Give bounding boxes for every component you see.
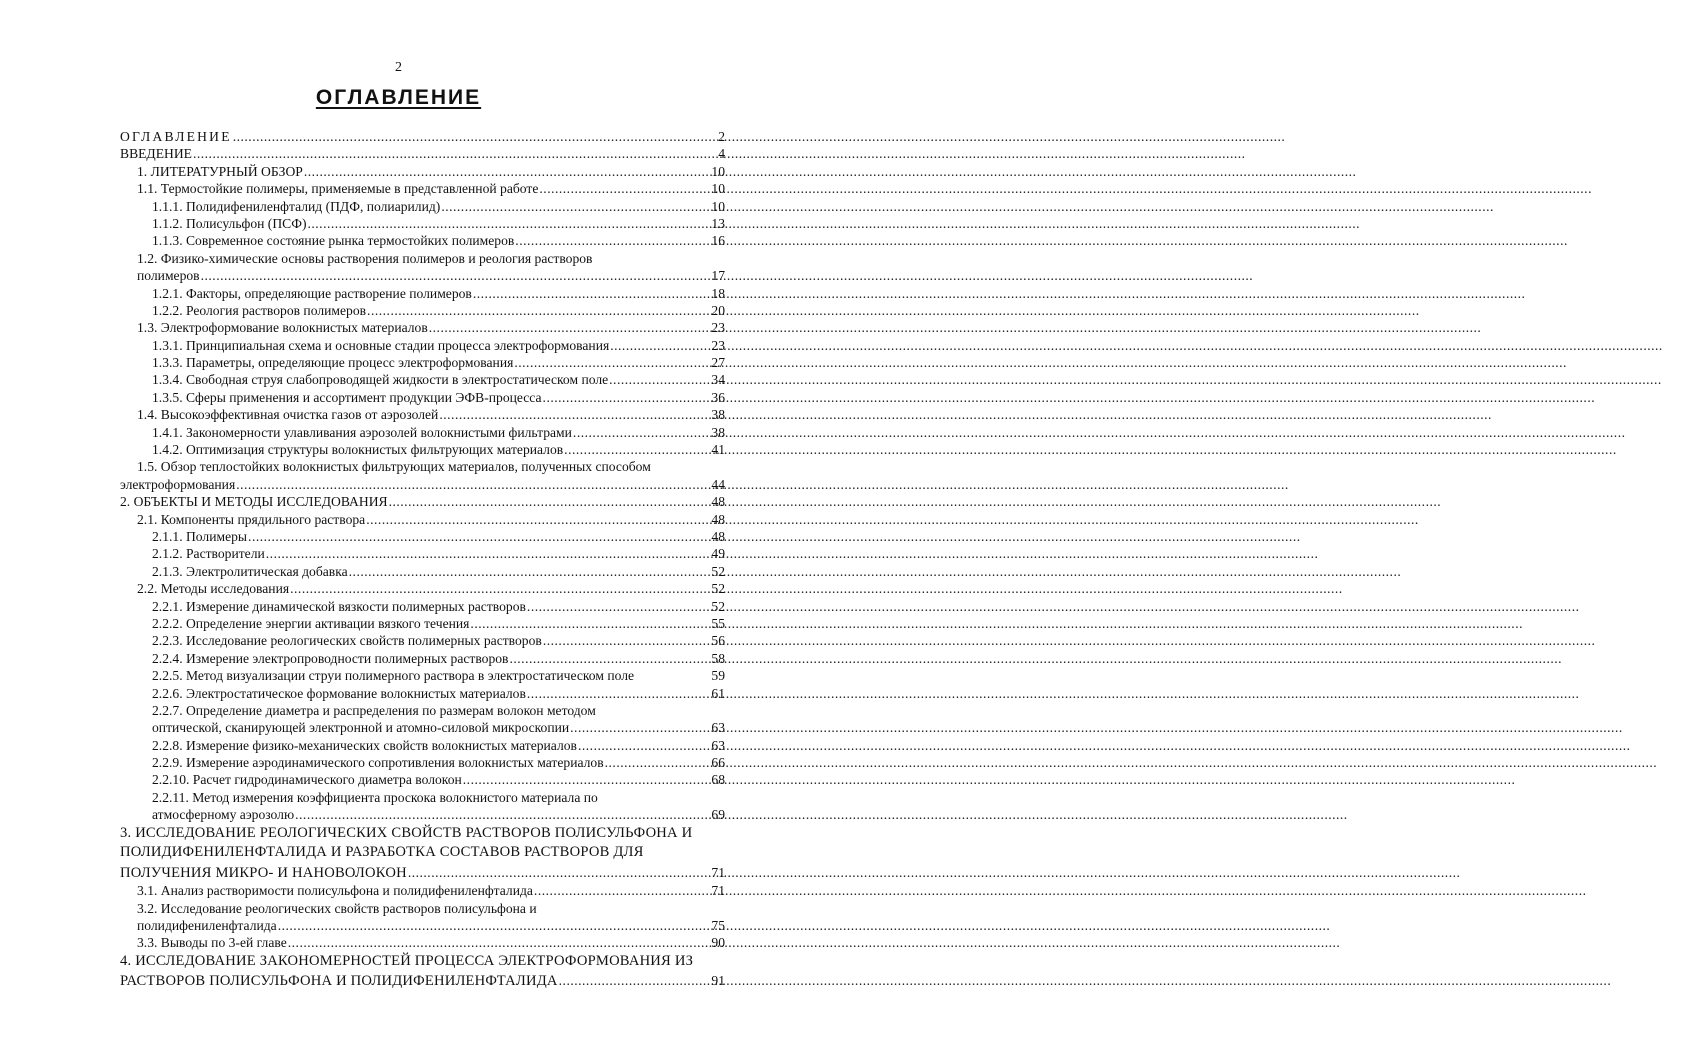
toc-entry-page: 49 bbox=[711, 546, 725, 562]
toc-entry-page: 58 bbox=[711, 650, 725, 666]
toc-entry-text: 1.3. Электроформование волокнистых материалов bbox=[137, 320, 428, 336]
toc-entry bbox=[120, 900, 725, 917]
toc-entry-text: 2.2.3. Исследование реологических свойств полимерных растворов bbox=[152, 633, 542, 649]
toc-entry-text: 2.2.6. Электростатическое формование волокнистых материалов bbox=[152, 685, 526, 701]
toc-entry-page: 13 bbox=[711, 215, 725, 231]
toc-leader-dots bbox=[564, 441, 710, 458]
toc-entry-text: 1.4.1. Закономерности улавливания аэрозолей волокнистыми фильтрами bbox=[152, 424, 572, 440]
toc-entry-page: 44 bbox=[711, 476, 725, 492]
toc-entry bbox=[120, 145, 725, 162]
toc-entry-page: 38 bbox=[711, 424, 725, 440]
toc-entry-page: 27 bbox=[711, 355, 725, 371]
toc-leader-dots bbox=[573, 424, 710, 441]
toc-entry bbox=[120, 250, 725, 267]
toc-entry bbox=[120, 789, 725, 806]
toc-entry-text: 3.1. Анализ растворимости полисульфона и полидифениленфталида bbox=[137, 883, 533, 899]
toc-entry-text: 1.1.2. Полисульфон (ПСФ) bbox=[152, 215, 307, 231]
toc-entry-text: 2.2.9. Измерение аэродинамического сопротивления волокнистых материалов bbox=[152, 755, 604, 771]
toc-entry bbox=[120, 971, 725, 991]
toc-entry bbox=[120, 319, 725, 336]
toc-leader-dots bbox=[527, 598, 710, 615]
toc-entry-text: 2.1.1. Полимеры bbox=[152, 528, 248, 544]
toc-entry-text: оптической, сканирующей электронной и атомно-силовой микроскопии bbox=[152, 720, 570, 736]
toc-entry bbox=[120, 719, 725, 736]
toc-entry bbox=[120, 563, 725, 580]
toc-leader-dots bbox=[349, 563, 711, 580]
toc-entry bbox=[120, 702, 725, 719]
toc-entry-page: 71 bbox=[711, 864, 725, 880]
toc-entry-page: 48 bbox=[711, 528, 725, 544]
toc-entry-page: 52 bbox=[711, 598, 725, 614]
toc-entry-page: 4 bbox=[718, 146, 725, 162]
toc-entry-page: 66 bbox=[711, 755, 725, 771]
toc-entry bbox=[120, 354, 725, 371]
toc-entry bbox=[120, 952, 725, 972]
toc-entry-page: 52 bbox=[711, 563, 725, 579]
toc-entry-text: 1.4.2. Оптимизация структуры волокнистых фильтрующих материалов bbox=[152, 442, 564, 458]
toc-entry bbox=[120, 371, 725, 388]
toc-leader-dots bbox=[609, 371, 710, 388]
toc-entry-text: 2.1. Компоненты прядильного раствора bbox=[137, 511, 366, 527]
toc-entry-text: 1.3.4. Свободная струя слабопроводящей жидкости в электростатическом поле bbox=[152, 372, 609, 388]
toc-leader-dots bbox=[429, 319, 711, 336]
toc-leader-dots bbox=[610, 337, 710, 354]
toc-entry-page: 10 bbox=[711, 198, 725, 214]
toc-entry-page: 41 bbox=[711, 442, 725, 458]
toc-entry-text: 3.3. Выводы по 3-ей главе bbox=[137, 935, 287, 951]
toc-leader-dots bbox=[366, 511, 710, 528]
toc-leader-dots bbox=[463, 771, 711, 788]
toc-entry-text: 1.1. Термостойкие полимеры, применяемые в представленной работе bbox=[137, 181, 539, 197]
toc-entry-text: 2.2. Методы исследования bbox=[137, 581, 290, 597]
toc-entry bbox=[120, 389, 725, 406]
toc-entry-text: 1.5. Обзор теплостойких волокнистых фильтрующих материалов, полученных способом bbox=[137, 459, 651, 475]
toc-entry-text: 2.2.4. Измерение электропроводности полимерных растворов bbox=[152, 650, 509, 666]
toc-leader-dots bbox=[304, 163, 711, 180]
toc-entry-page: 63 bbox=[711, 737, 725, 753]
toc-entry-text: 2. ОБЪЕКТЫ И МЕТОДЫ ИССЛЕДОВАНИЯ bbox=[120, 494, 388, 510]
toc-entry-page: 17 bbox=[711, 268, 725, 284]
toc-leader-dots bbox=[248, 528, 710, 545]
toc-leader-dots bbox=[543, 389, 711, 406]
toc-entry-text: 1. ЛИТЕРАТУРНЫЙ ОБЗОР bbox=[137, 163, 303, 179]
toc-leader-dots bbox=[539, 180, 710, 197]
toc-leader-dots bbox=[514, 354, 710, 371]
toc-entry-page: 48 bbox=[711, 511, 725, 527]
toc-entry-text: полидифениленфталида bbox=[137, 917, 277, 933]
toc-leader-dots bbox=[236, 476, 710, 493]
toc-entry-page: 91 bbox=[711, 973, 725, 989]
toc-entry bbox=[120, 232, 725, 249]
toc-entry-page: 52 bbox=[711, 581, 725, 597]
toc-entry bbox=[120, 424, 725, 441]
toc-leader-dots bbox=[233, 128, 718, 145]
toc-entry bbox=[120, 180, 725, 197]
toc-leader-dots bbox=[470, 615, 710, 632]
toc-entry-text: 1.2. Физико-химические основы растворения полимеров и реология растворов bbox=[137, 250, 593, 266]
toc-entry-page: 56 bbox=[711, 633, 725, 649]
toc-entry bbox=[120, 863, 725, 883]
toc-leader-dots bbox=[515, 232, 710, 249]
toc-entry-page: 63 bbox=[711, 720, 725, 736]
toc-entry-page: 2 bbox=[718, 129, 725, 144]
toc-leader-dots bbox=[288, 934, 711, 951]
toc-entry-text: 1.3.1. Принципиальная схема и основные стадии процесса электроформования bbox=[152, 337, 610, 353]
toc-leader-dots bbox=[578, 737, 710, 754]
toc-entry-text: 3.2. Исследование реологических свойств растворов полисульфона и bbox=[137, 900, 537, 916]
toc-leader-dots bbox=[570, 719, 710, 736]
toc-entry bbox=[120, 843, 725, 863]
toc-entry-text: ОГЛАВЛЕНИЕ bbox=[120, 129, 232, 144]
toc-leader-dots bbox=[439, 406, 710, 423]
table-of-contents bbox=[120, 128, 725, 991]
toc-entry-text: полимеров bbox=[137, 268, 200, 284]
toc-entry bbox=[120, 650, 725, 667]
toc-entry bbox=[120, 458, 725, 475]
toc-entry-text: 3. ИССЛЕДОВАНИЕ РЕОЛОГИЧЕСКИХ СВОЙСТВ РАСТВОРОВ ПОЛИСУЛЬФОНА И bbox=[120, 824, 693, 841]
toc-leader-dots bbox=[201, 267, 711, 284]
toc-leader-dots bbox=[543, 632, 711, 649]
toc-entry-text: 2.2.2. Определение энергии активации вязкого течения bbox=[152, 615, 470, 631]
toc-entry bbox=[120, 528, 725, 545]
toc-entry-page: 90 bbox=[711, 935, 725, 951]
toc-entry-page: 38 bbox=[711, 407, 725, 423]
toc-entry bbox=[120, 580, 725, 597]
toc-entry bbox=[120, 934, 725, 951]
toc-entry-text: 1.4. Высокоэффективная очистка газов от аэрозолей bbox=[137, 407, 439, 423]
toc-leader-dots bbox=[278, 917, 711, 934]
toc-leader-dots bbox=[559, 971, 711, 991]
toc-leader-dots bbox=[307, 215, 710, 232]
toc-entry-page: 34 bbox=[711, 372, 725, 388]
toc-entry bbox=[120, 511, 725, 528]
toc-entry bbox=[120, 493, 725, 510]
toc-entry bbox=[120, 337, 725, 354]
toc-entry-text: 1.1.1. Полидифениленфталид (ПДФ, полиарилид) bbox=[152, 198, 441, 214]
toc-leader-dots bbox=[527, 685, 711, 702]
toc-leader-dots bbox=[473, 285, 711, 302]
toc-entry bbox=[120, 128, 725, 145]
toc-entry-page: 18 bbox=[711, 285, 725, 301]
toc-entry bbox=[120, 198, 725, 215]
toc-entry bbox=[120, 215, 725, 232]
toc-entry-text: 4. ИССЛЕДОВАНИЕ ЗАКОНОМЕРНОСТЕЙ ПРОЦЕССА ЭЛЕКТРОФОРМОВАНИЯ ИЗ bbox=[120, 952, 694, 969]
toc-entry-text: 1.3.3. Параметры, определяющие процесс электроформования bbox=[152, 355, 514, 371]
toc-entry-page: 10 bbox=[711, 163, 725, 179]
toc-entry-page: 10 bbox=[711, 181, 725, 197]
toc-entry-text: атмосферному аэрозолю bbox=[152, 807, 295, 823]
toc-leader-dots bbox=[290, 580, 710, 597]
toc-entry-text: 2.2.7. Определение диаметра и распределения по размерам волокон методом bbox=[152, 702, 596, 718]
toc-entry bbox=[120, 667, 725, 684]
toc-entry bbox=[120, 267, 725, 284]
toc-entry-page: 59 bbox=[711, 668, 725, 684]
toc-entry bbox=[120, 476, 725, 493]
toc-entry-page: 75 bbox=[711, 917, 725, 933]
toc-leader-dots bbox=[193, 145, 717, 162]
toc-entry bbox=[120, 285, 725, 302]
toc-entry-page: 55 bbox=[711, 615, 725, 631]
toc-entry-text: 2.2.10. Расчет гидродинамического диаметра волокон bbox=[152, 772, 462, 788]
toc-entry-text: 1.2.1. Факторы, определяющие растворение полимеров bbox=[152, 285, 472, 301]
toc-entry bbox=[120, 441, 725, 458]
toc-entry-text: РАСТВОРОВ ПОЛИСУЛЬФОНА И ПОЛИДИФЕНИЛЕНФТАЛИДА bbox=[120, 973, 558, 990]
page-number: 2 bbox=[395, 60, 402, 75]
toc-entry bbox=[120, 685, 725, 702]
toc-leader-dots bbox=[295, 806, 710, 823]
toc-entry-text: 2.2.8. Измерение физико-механических свойств волокнистых материалов bbox=[152, 737, 577, 753]
toc-entry-text: 2.2.11. Метод измерения коэффициента проскока волокнистого материала по bbox=[152, 789, 598, 805]
toc-entry-page: 48 bbox=[711, 494, 725, 510]
toc-entry-page: 23 bbox=[711, 320, 725, 336]
toc-entry-text: 1.3.5. Сферы применения и ассортимент продукции ЭФВ-процесса bbox=[152, 389, 542, 405]
toc-entry bbox=[120, 302, 725, 319]
toc-entry bbox=[120, 737, 725, 754]
toc-entry bbox=[120, 545, 725, 562]
toc-entry-text: 2.1.2. Растворители bbox=[152, 546, 265, 562]
toc-entry-page: 69 bbox=[711, 807, 725, 823]
toc-entry bbox=[120, 917, 725, 934]
toc-entry-text: 1.1.3. Современное состояние рынка термостойких полимеров bbox=[152, 233, 515, 249]
page-title: ОГЛАВЛЕНИЕ bbox=[315, 86, 482, 109]
toc-entry-page: 20 bbox=[711, 302, 725, 318]
toc-entry-text: ВВЕДЕНИЕ bbox=[120, 146, 192, 162]
toc-entry-page: 16 bbox=[711, 233, 725, 249]
toc-entry-page: 68 bbox=[711, 772, 725, 788]
toc-leader-dots bbox=[389, 493, 711, 510]
toc-entry bbox=[120, 806, 725, 823]
toc-entry-page: 71 bbox=[711, 883, 725, 899]
toc-entry bbox=[120, 598, 725, 615]
toc-entry-page: 61 bbox=[711, 685, 725, 701]
toc-entry bbox=[120, 771, 725, 788]
toc-leader-dots bbox=[509, 650, 710, 667]
toc-entry-text: 2.2.1. Измерение динамической вязкости полимерных растворов bbox=[152, 598, 526, 614]
toc-entry-text: 1.2.2. Реология растворов полимеров bbox=[152, 302, 367, 318]
toc-leader-dots bbox=[441, 198, 710, 215]
toc-entry-page: 23 bbox=[711, 337, 725, 353]
toc-entry bbox=[120, 615, 725, 632]
toc-entry bbox=[120, 754, 725, 771]
toc-entry-text: ПОЛИДИФЕНИЛЕНФТАЛИДА И РАЗРАБОТКА СОСТАВОВ РАСТВОРОВ ДЛЯ bbox=[120, 844, 644, 861]
toc-entry bbox=[120, 882, 725, 899]
toc-leader-dots bbox=[266, 545, 711, 562]
toc-entry bbox=[120, 824, 725, 844]
toc-entry-text: 2.1.3. Электролитическая добавка bbox=[152, 563, 348, 579]
toc-leader-dots bbox=[367, 302, 710, 319]
toc-entry bbox=[120, 632, 725, 649]
toc-leader-dots bbox=[408, 863, 711, 883]
toc-entry bbox=[120, 406, 725, 423]
toc-entry bbox=[120, 163, 725, 180]
toc-entry-text: 2.2.5. Метод визуализации струи полимерного раствора в электростатическом поле bbox=[152, 668, 635, 684]
toc-leader-dots bbox=[534, 882, 710, 899]
toc-entry-text: электроформования bbox=[120, 476, 236, 492]
toc-leader-dots bbox=[605, 754, 711, 771]
toc-entry-page: 36 bbox=[711, 389, 725, 405]
toc-entry-text: ПОЛУЧЕНИЯ МИКРО- И НАНОВОЛОКОН bbox=[120, 864, 407, 881]
